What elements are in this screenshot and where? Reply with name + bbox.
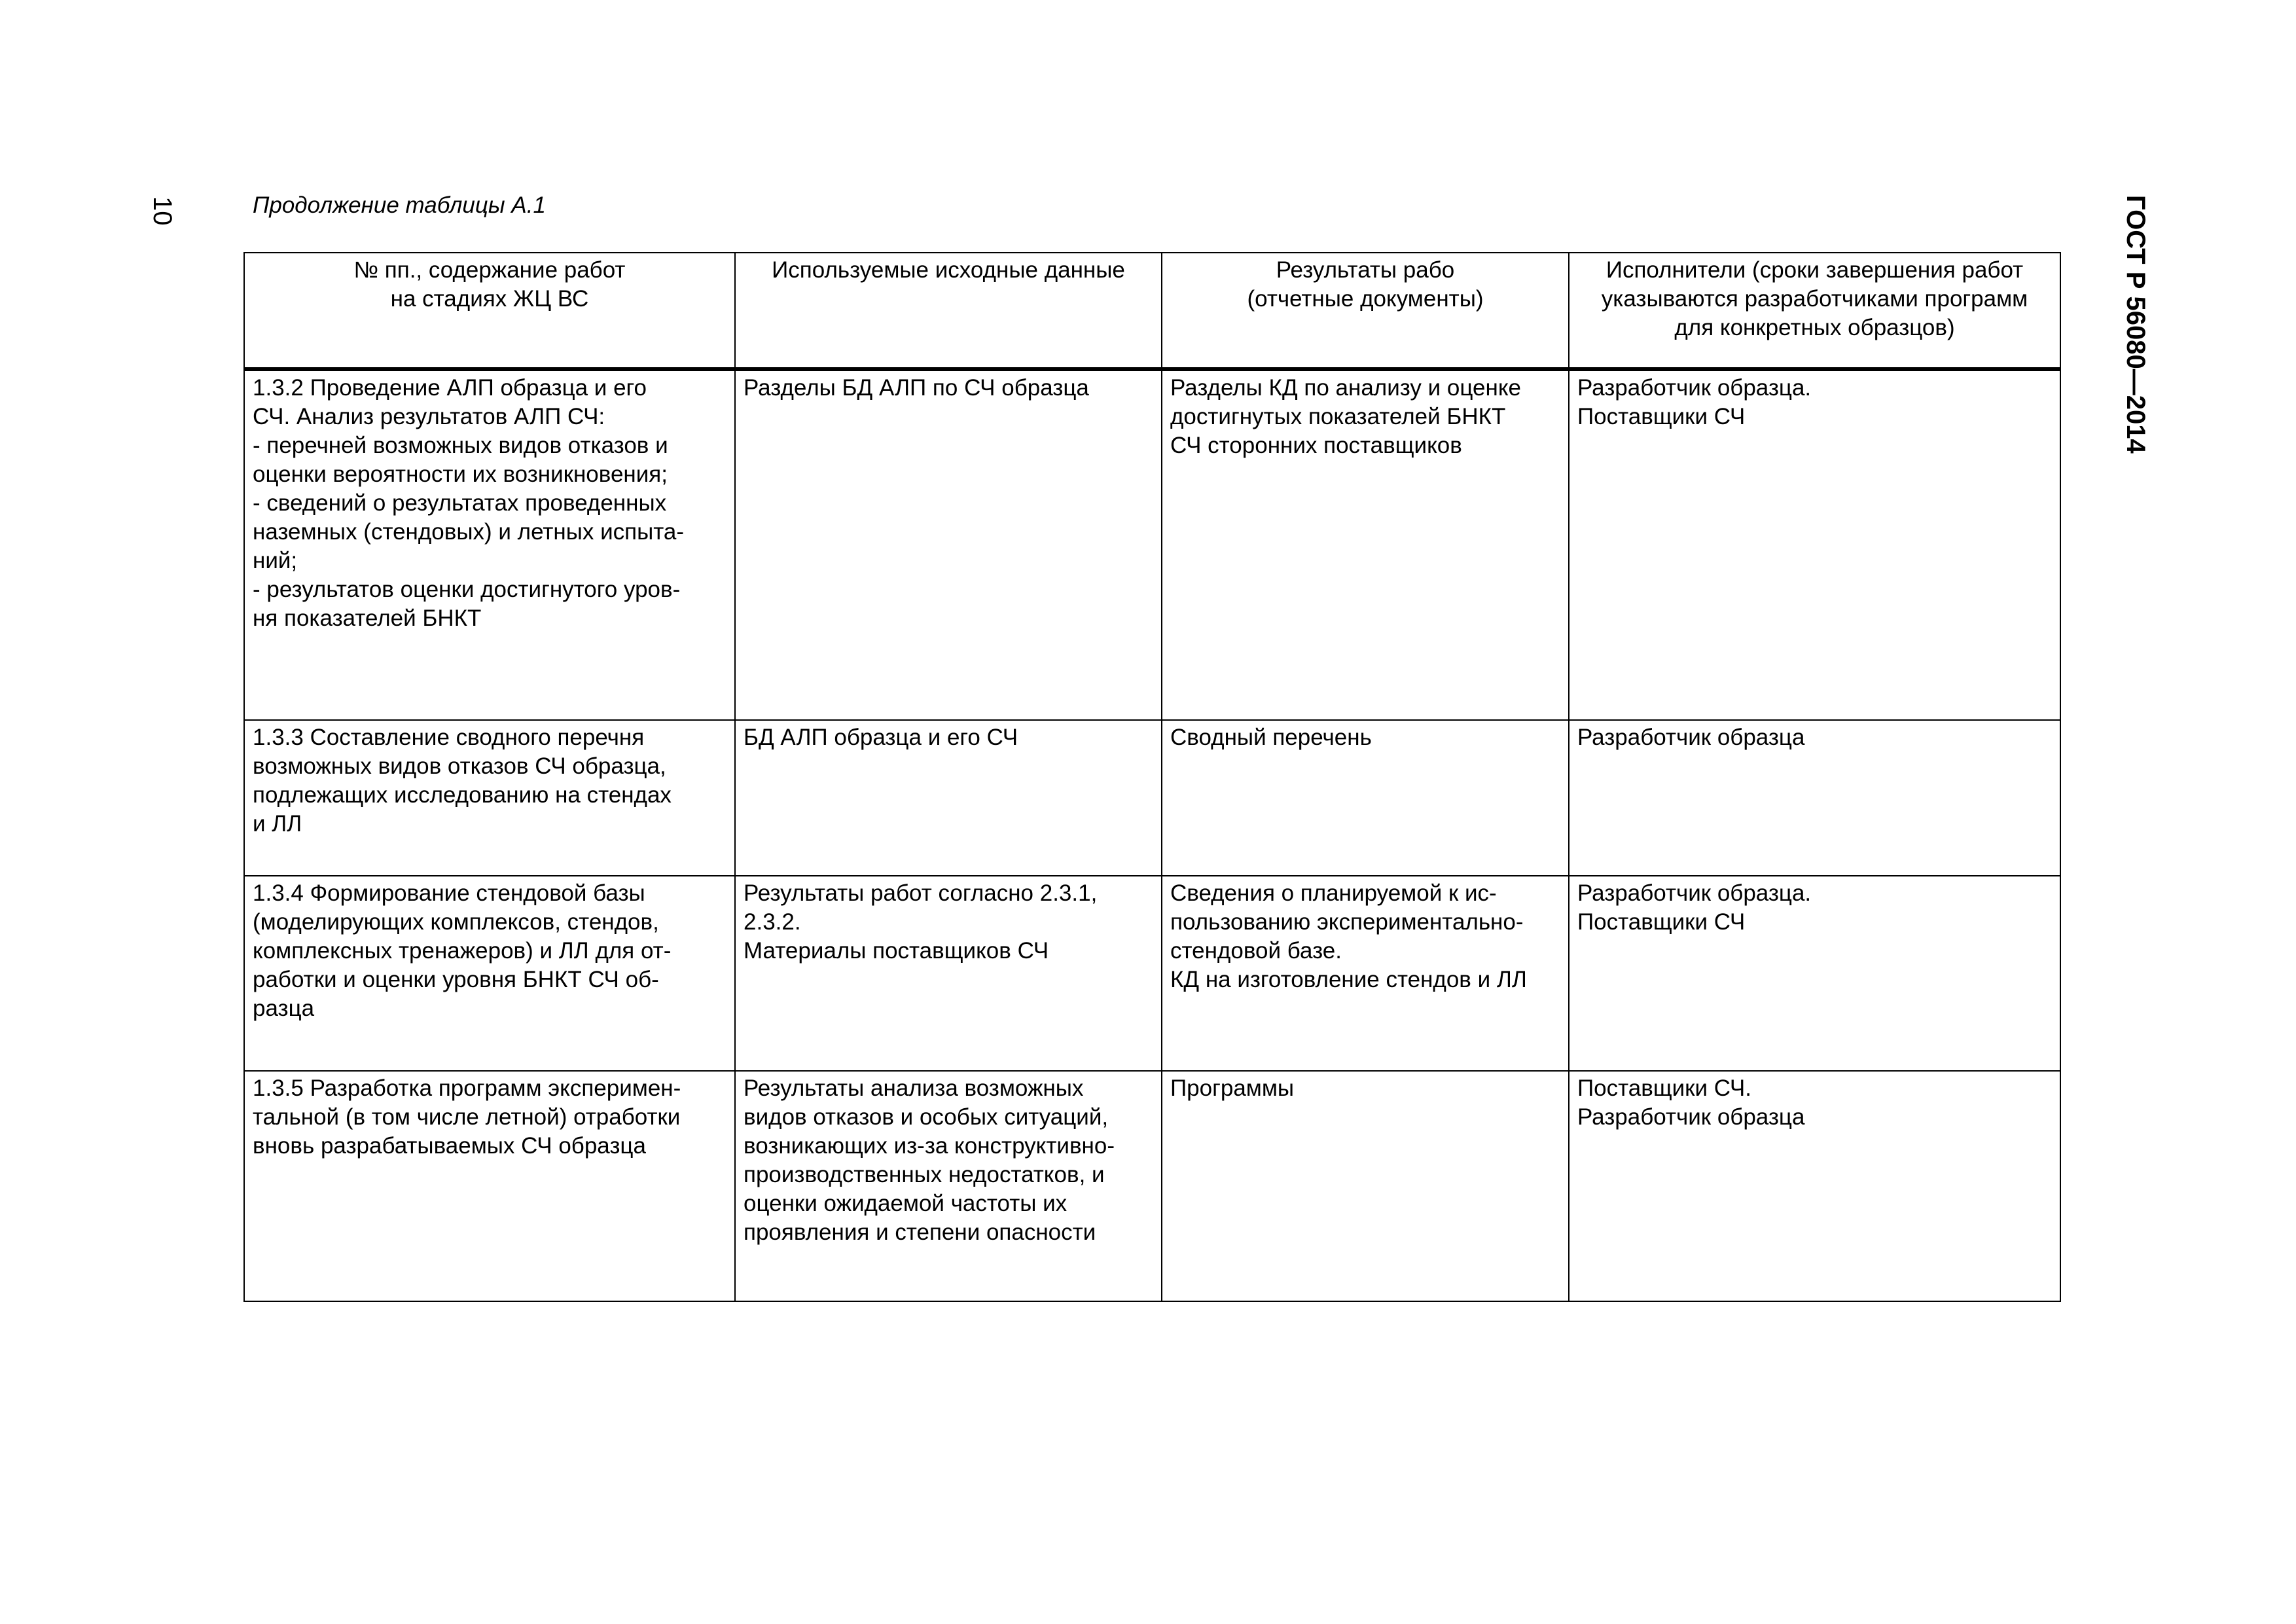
cell-line: оценки вероятности их возникновения;	[253, 461, 668, 487]
table-cell-input-data	[735, 876, 1162, 1071]
table-cell-results	[1162, 369, 1569, 720]
cell-line: проявления и степени опасности	[744, 1219, 1096, 1245]
header-line: указываются разработчиками программ	[1601, 286, 2028, 312]
header-cell-input-data	[735, 253, 1162, 369]
cell-line: Поставщики СЧ.	[1577, 1075, 1751, 1101]
header-line: на стадиях ЖЦ ВС	[390, 286, 589, 312]
table-cell-work	[244, 720, 735, 876]
cell-line: и ЛЛ	[253, 811, 302, 837]
table-cell-work	[244, 1071, 735, 1301]
cell-line: подлежащих исследованию на стендах	[253, 782, 672, 808]
cell-line: Разработчик образца.	[1577, 880, 1812, 906]
cell-line: видов отказов и особых ситуаций,	[744, 1104, 1109, 1130]
cell-line: 1.3.5 Разработка программ эксперимен-	[253, 1075, 681, 1101]
header-cell-performers	[1569, 253, 2060, 369]
table-row	[244, 876, 2060, 1071]
cell-line: 1.3.2 Проведение АЛП образца и его	[253, 375, 647, 401]
header-cell-results	[1162, 253, 1569, 369]
table-cell-results	[1162, 720, 1569, 876]
header-line: (отчетные документы)	[1247, 286, 1484, 312]
cell-line: стендовой базе.	[1170, 938, 1342, 964]
cell-line: СЧ сторонних поставщиков	[1170, 433, 1462, 458]
requirements-table	[243, 252, 2061, 1302]
cell-line: - перечней возможных видов отказов и	[253, 433, 668, 458]
table-cell-performers	[1569, 876, 2060, 1071]
cell-line: возможных видов отказов СЧ образца,	[253, 753, 666, 779]
cell-line: Результаты работ согласно 2.3.1,	[744, 880, 1098, 906]
table-cell-performers	[1569, 720, 2060, 876]
table-cell-performers	[1569, 369, 2060, 720]
cell-line: комплексных тренажеров) и ЛЛ для от-	[253, 938, 672, 964]
table-cell-input-data	[735, 720, 1162, 876]
header-line: Исполнители (сроки завершения работ	[1605, 257, 2024, 283]
cell-line: Разработчик образца	[1577, 1104, 1805, 1130]
cell-line: пользованию экспериментально-	[1170, 909, 1524, 935]
table-row	[244, 1071, 2060, 1301]
cell-line: Сводный перечень	[1170, 725, 1372, 750]
cell-line: Материалы поставщиков СЧ	[744, 938, 1049, 964]
cell-line: КД на изготовление стендов и ЛЛ	[1170, 967, 1527, 992]
cell-line: возникающих из-за конструктивно-	[744, 1133, 1115, 1159]
table-cell-work	[244, 876, 735, 1071]
cell-line: (моделирующих комплексов, стендов,	[253, 909, 659, 935]
cell-line: - результатов оценки достигнутого уров-	[253, 577, 681, 602]
page-number: 10	[148, 196, 177, 226]
cell-line: Разделы КД по анализу и оценке	[1170, 375, 1521, 401]
cell-line: 1.3.4 Формирование стендовой базы	[253, 880, 645, 906]
cell-line: 2.3.2.	[744, 909, 801, 935]
cell-line: Сведения о планируемой к ис-	[1170, 880, 1497, 906]
table-cell-results	[1162, 1071, 1569, 1301]
document-code: ГОСТ Р 56080—2014	[2121, 195, 2150, 454]
cell-line: оценки ожидаемой частоты их	[744, 1191, 1067, 1216]
cell-line: Результаты анализа возможных	[744, 1075, 1084, 1101]
header-line: для конкретных образцов)	[1674, 315, 1955, 340]
table-header-row	[244, 253, 2060, 369]
cell-line: производственных недостатков, и	[744, 1162, 1105, 1187]
cell-line: Разработчик образца.	[1577, 375, 1812, 401]
cell-line: работки и оценки уровня БНКТ СЧ об-	[253, 967, 659, 992]
table-caption: Продолжение таблицы А.1	[253, 192, 546, 218]
header-line: № пп., содержание работ	[353, 257, 626, 283]
cell-line: Поставщики СЧ	[1577, 909, 1746, 935]
cell-line: вновь разрабатываемых СЧ образца	[253, 1133, 646, 1159]
table-cell-results	[1162, 876, 1569, 1071]
cell-line: наземных (стендовых) и летных испыта-	[253, 519, 685, 545]
cell-line: ня показателей БНКТ	[253, 605, 482, 631]
header-cell-number-content	[244, 253, 735, 369]
cell-line: разца	[253, 996, 315, 1021]
cell-line: ний;	[253, 548, 298, 573]
table-cell-performers	[1569, 1071, 2060, 1301]
cell-line: 1.3.3 Составление сводного перечня	[253, 725, 645, 750]
cell-line: Программы	[1170, 1075, 1295, 1101]
cell-line: тальной (в том числе летной) отработки	[253, 1104, 681, 1130]
cell-line: СЧ. Анализ результатов АЛП СЧ:	[253, 404, 605, 429]
cell-line: - сведений о результатах проведенных	[253, 490, 667, 516]
table-cell-input-data	[735, 369, 1162, 720]
header-line: Результаты рабо	[1276, 257, 1455, 283]
cell-line: Поставщики СЧ	[1577, 404, 1746, 429]
table-cell-work	[244, 369, 735, 720]
cell-line: Разработчик образца	[1577, 725, 1805, 750]
cell-line: БД АЛП образца и его СЧ	[744, 725, 1018, 750]
table-row	[244, 720, 2060, 876]
header-line: Используемые исходные данные	[772, 257, 1125, 283]
cell-line: Разделы БД АЛП по СЧ образца	[744, 375, 1089, 401]
cell-line: достигнутых показателей БНКТ	[1170, 404, 1506, 429]
table-row	[244, 369, 2060, 720]
table-cell-input-data	[735, 1071, 1162, 1301]
